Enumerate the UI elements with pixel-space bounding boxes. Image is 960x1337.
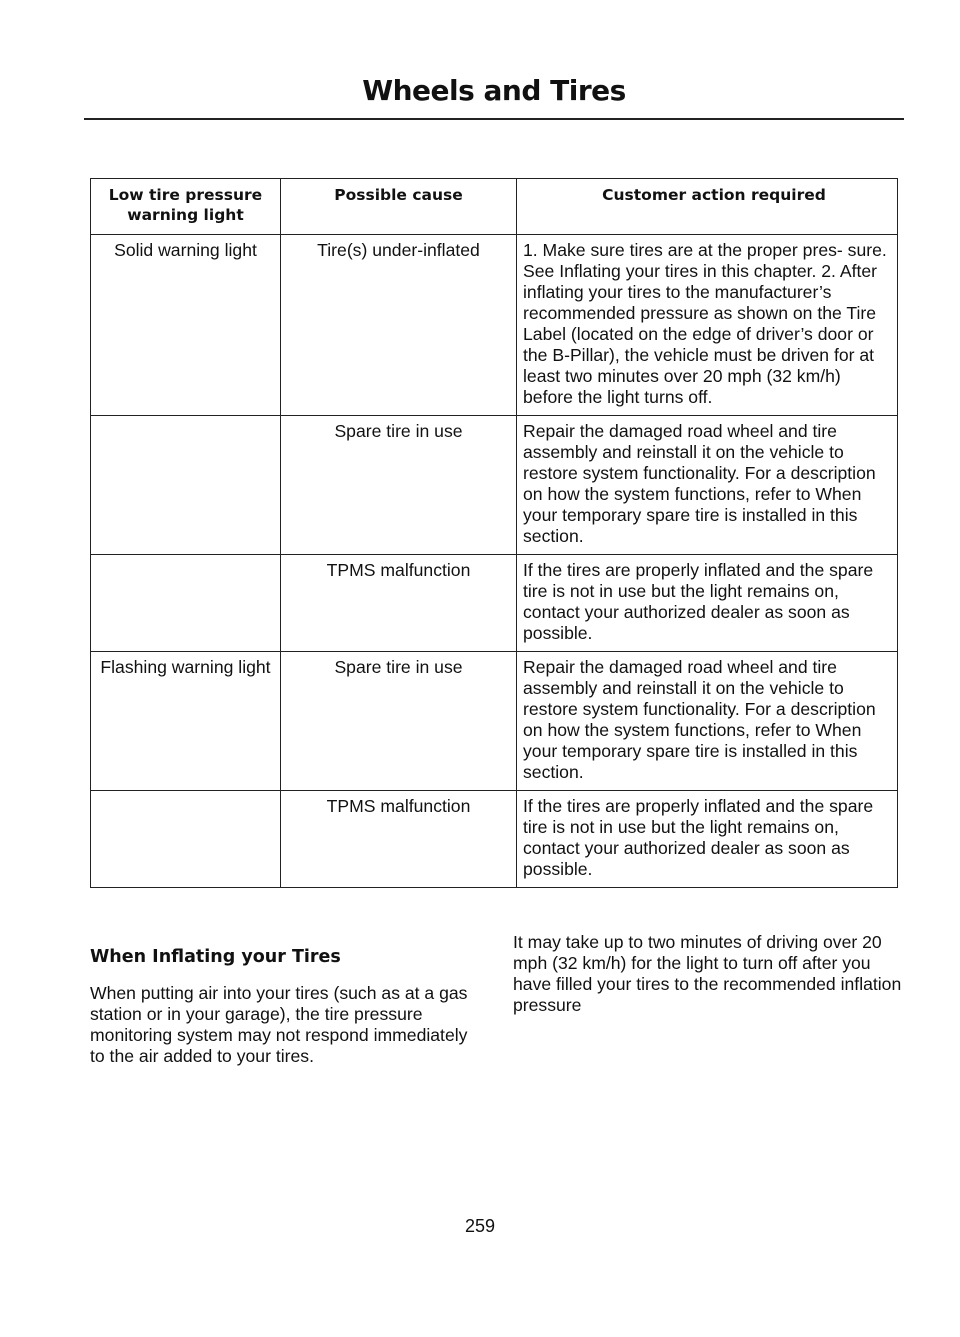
page-number: 259 (464, 1216, 496, 1236)
customer-action: If the tires are properly inflated and the spare tire is not in use but the light remains on, contact your authorized dealer as soon as possible. (517, 555, 898, 652)
warning-light-continuation (91, 791, 281, 888)
section-heading: When Inflating your Tires (90, 947, 341, 967)
table-row (91, 555, 898, 652)
right-column (513, 932, 903, 1016)
warning-light-type: Flashing warning light (91, 652, 281, 791)
warning-light-type: Solid warning light (91, 235, 281, 416)
column-header-possible-cause: Possible cause (281, 179, 517, 235)
customer-action: Repair the damaged road wheel and tire assembly and reinstall it on the vehicle to restore system functionality. For a description on how the system functions, refer to When your temporary spare tire is installed in this section. (517, 652, 898, 791)
tpms-warning-table (90, 178, 898, 888)
possible-cause: Spare tire in use (281, 416, 517, 555)
inflating-continuation-paragraph: It may take up to two minutes of driving over 20 mph (32 km/h) for the light to turn off after you have filled your tires to the recommended inflation pressure (513, 932, 902, 1015)
customer-action: 1. Make sure tires are at the proper pres- sure. See Inflating your tires in this chapter. 2. After inflating your tires to the manufacturer’s recommended pressure as shown on the Tire Label (located on the edge of driver’s door or the B-Pillar), the vehicle must be driven for at least two minutes over 20 mph (32 km/h) before the light turns off. (517, 235, 898, 416)
column-header-customer-action: Customer action required (517, 179, 898, 235)
page-title: Wheels and Tires (362, 74, 626, 107)
possible-cause: TPMS malfunction (281, 791, 517, 888)
inflating-paragraph: When putting air into your tires (such as at a gas station or in your garage), the tire pressure monitoring system may not respond immediately to the air added to your tires. (90, 983, 468, 1066)
possible-cause: TPMS malfunction (281, 555, 517, 652)
table-row (91, 652, 898, 791)
customer-action: Repair the damaged road wheel and tire assembly and reinstall it on the vehicle to restore system functionality. For a description on how the system functions, refer to When your temporary spare tire is installed in this section. (517, 416, 898, 555)
table-row (91, 416, 898, 555)
table-header-row (91, 179, 898, 235)
table-row (91, 235, 898, 416)
left-column (90, 945, 482, 1067)
warning-light-continuation (91, 416, 281, 555)
table-row (91, 791, 898, 888)
possible-cause: Spare tire in use (281, 652, 517, 791)
column-header-warning-light: Low tire pressure warning light (91, 179, 281, 235)
warning-light-continuation (91, 555, 281, 652)
customer-action: If the tires are properly inflated and the spare tire is not in use but the light remains on, contact your authorized dealer as soon as possible. (517, 791, 898, 888)
possible-cause: Tire(s) under-inflated (281, 235, 517, 416)
header-divider (84, 118, 904, 120)
